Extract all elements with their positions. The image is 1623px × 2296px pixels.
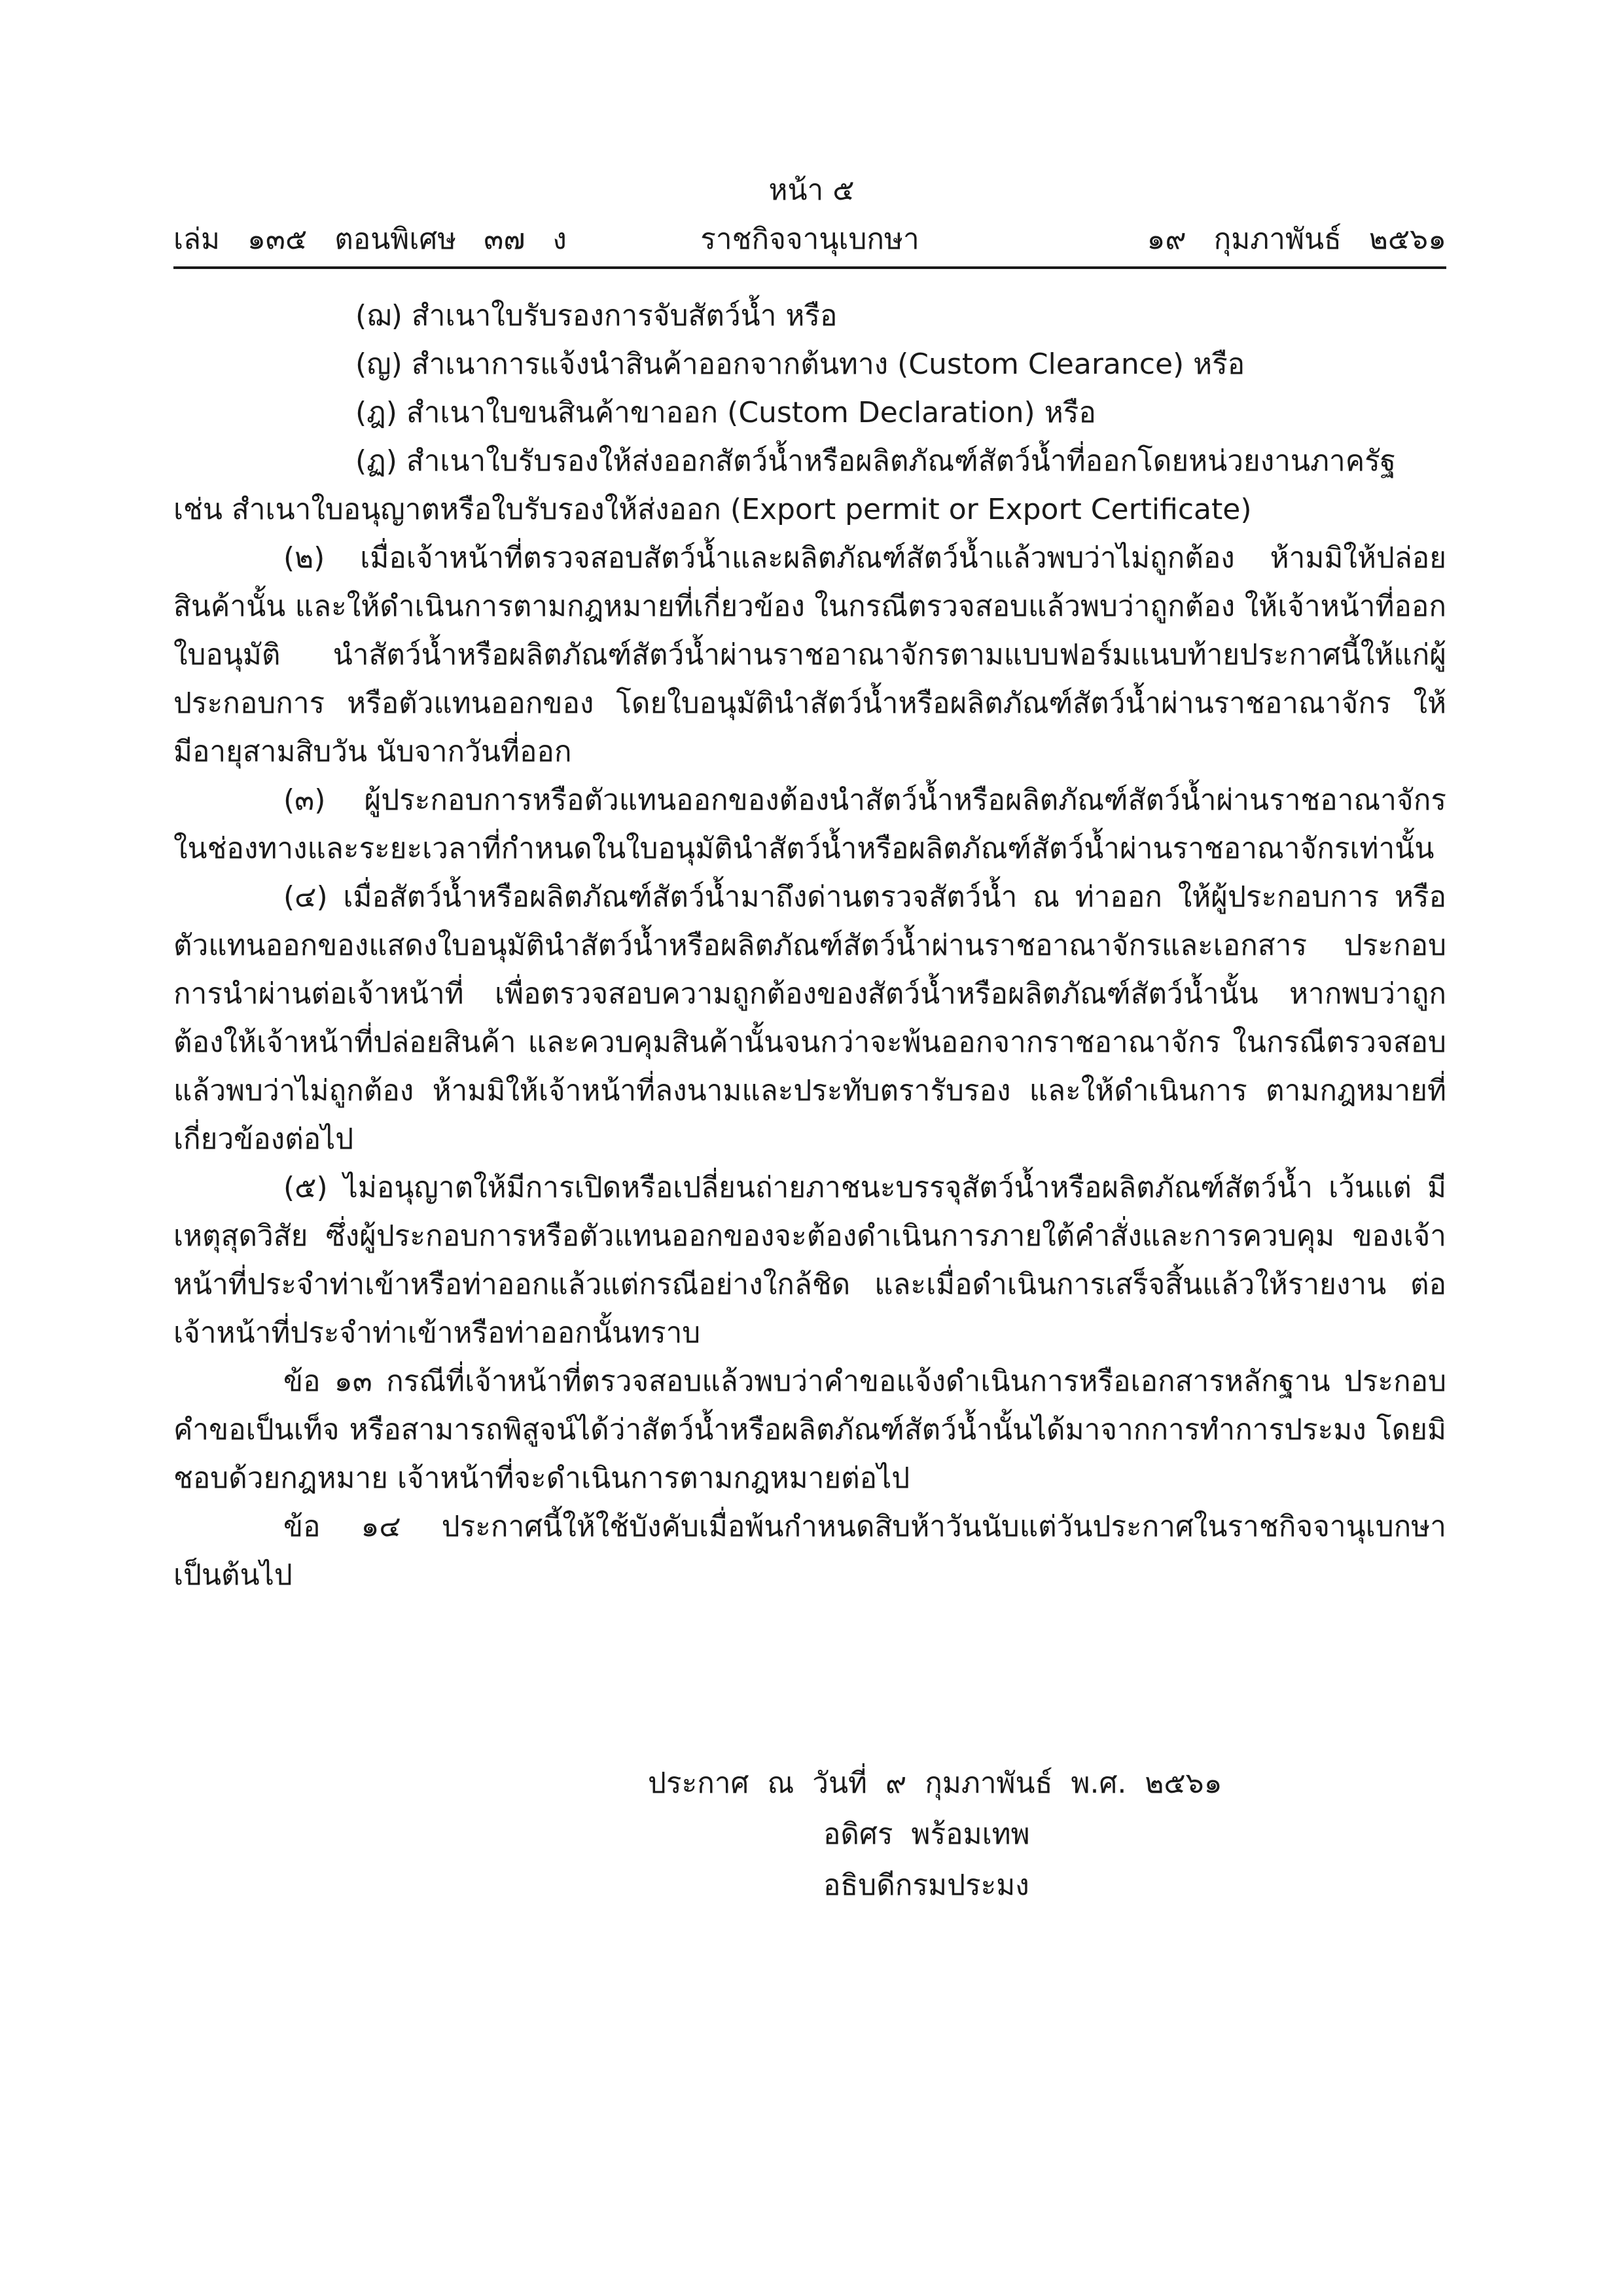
clause-item-t-continued: เช่น สำเนาใบอนุญาตหรือใบรับรองให้ส่งออก (Export permit or Export Certificate) <box>173 493 1252 526</box>
paragraph-4: (๔) เมื่อสัตว์น้ำหรือผลิตภัณฑ์สัตว์น้ำมาถึงด่านตรวจสัตว์น้ำ ณ ท่าออก ให้ผู้ประกอบการ หรือตัวแทนออกของแสดงใบอนุมัตินำสัตว์น้ำหรือผลิตภัณฑ์สัตว์น้ำผ่านราชอาณาจักรและเอกสาร ประกอบการนำผ่านต่อเจ้าหน้าที่ เพื่อตรวจสอบความถูกต้องของสัตว์น้ำหรือผลิตภัณฑ์สัตว์น้ำนั้น หากพบว่าถูกต้องให้เจ้าหน้าที่ปล่อยสินค้า และควบคุมสินค้านั้นจนกว่าจะพ้นออกจากราชอาณาจักร ในกรณีตรวจสอบแล้วพบว่าไม่ถูกต้อง ห้ามมิให้เจ้าหน้าที่ลงนามและประทับตรารับรอง และให้ดำเนินการ ตามกฎหมายที่เกี่ยวข้องต่อไป <box>173 880 1446 1156</box>
clause-item-y: (ญ) สำเนาการแจ้งนำสินค้าออกจากต้นทาง (Custom Clearance) หรือ <box>355 348 1245 381</box>
signatory-name: อดิศร พร้อมเทพ <box>823 1818 1030 1851</box>
paragraph-5: (๕) ไม่อนุญาตให้มีการเปิดหรือเปลี่ยนถ่ายภาชนะบรรจุสัตว์น้ำหรือผลิตภัณฑ์สัตว์น้ำ เว้นแต่ มีเหตุสุดวิสัย ซึ่งผู้ประกอบการหรือตัวแทนออกของจะต้องดำเนินการภายใต้คำสั่งและการควบคุม ของเจ้าหน้าที่ประจำท่าเข้าหรือท่าออกแล้วแต่กรณีอย่างใกล้ชิด และเมื่อดำเนินการเสร็จสิ้นแล้วให้รายงาน ต่อเจ้าหน้าที่ประจำท่าเข้าหรือท่าออกนั้นทราบ <box>173 1171 1446 1350</box>
clause-item-t: (ฏ) สำเนาใบรับรองให้ส่งออกสัตว์น้ำหรือผลิตภัณฑ์สัตว์น้ำที่ออกโดยหน่วยงานภาครัฐ <box>355 444 1397 478</box>
announcement-date: ประกาศ ณ วันที่ ๙ กุมภาพันธ์ พ.ศ. ๒๕๖๑ <box>648 1767 1222 1800</box>
signature-block <box>648 1758 1302 1911</box>
clause-item-j: (ฌ) สำเนาใบรับรองการจับสัตว์น้ำ หรือ <box>355 299 838 332</box>
volume-issue: เล่ม ๑๓๕ ตอนพิเศษ ๓๗ ง <box>173 223 567 256</box>
gazette-header <box>173 217 1446 262</box>
signatory-title: อธิบดีกรมประมง <box>823 1869 1029 1902</box>
clause-item-d: (ฎ) สำเนาใบขนสินค้าขาออก (Custom Declaration) หรือ <box>355 396 1096 429</box>
header-divider <box>173 266 1446 269</box>
document-body <box>173 292 1446 1600</box>
paragraph-2: (๒) เมื่อเจ้าหน้าที่ตรวจสอบสัตว์น้ำและผลิตภัณฑ์สัตว์น้ำแล้วพบว่าไม่ถูกต้อง ห้ามมิให้ปล่อยสินค้านั้น และให้ดำเนินการตามกฎหมายที่เกี่ยวข้อง ในกรณีตรวจสอบแล้วพบว่าถูกต้อง ให้เจ้าหน้าที่ออกใบอนุมัติ นำสัตว์น้ำหรือผลิตภัณฑ์สัตว์น้ำผ่านราชอาณาจักรตามแบบฟอร์มแนบท้ายประกาศนี้ให้แก่ผู้ประกอบการ หรือตัวแทนออกของ โดยใบอนุมัตินำสัตว์น้ำหรือผลิตภัณฑ์สัตว์น้ำผ่านราชอาณาจักร ให้มีอายุสามสิบวัน นับจากวันที่ออก <box>173 541 1446 768</box>
publication-name: ราชกิจจานุเบกษา <box>700 223 919 256</box>
article-14: ข้อ ๑๔ ประกาศนี้ให้ใช้บังคับเมื่อพ้นกำหนดสิบห้าวันนับแต่วันประกาศในราชกิจจานุเบกษา เป็นต้นไป <box>173 1510 1446 1592</box>
paragraph-3: (๓) ผู้ประกอบการหรือตัวแทนออกของต้องนำสัตว์น้ำหรือผลิตภัณฑ์สัตว์น้ำผ่านราชอาณาจักร ในช่องทางและระยะเวลาที่กำหนดในใบอนุมัตินำสัตว์น้ำหรือผลิตภัณฑ์สัตว์น้ำผ่านราชอาณาจักรเท่านั้น <box>173 783 1446 865</box>
publication-date: ๑๙ กุมภาพันธ์ ๒๕๖๑ <box>1147 223 1446 256</box>
article-13: ข้อ ๑๓ กรณีที่เจ้าหน้าที่ตรวจสอบแล้วพบว่าคำขอแจ้งดำเนินการหรือเอกสารหลักฐาน ประกอบคำขอเป็นเท็จ หรือสามารถพิสูจน์ได้ว่าสัตว์น้ำหรือผลิตภัณฑ์สัตว์น้ำนั้นได้มาจากการทำการประมง โดยมิชอบด้วยกฎหมาย เจ้าหน้าที่จะดำเนินการตามกฎหมายต่อไป <box>173 1365 1446 1495</box>
page-number: หน้า ๕ <box>768 173 855 207</box>
